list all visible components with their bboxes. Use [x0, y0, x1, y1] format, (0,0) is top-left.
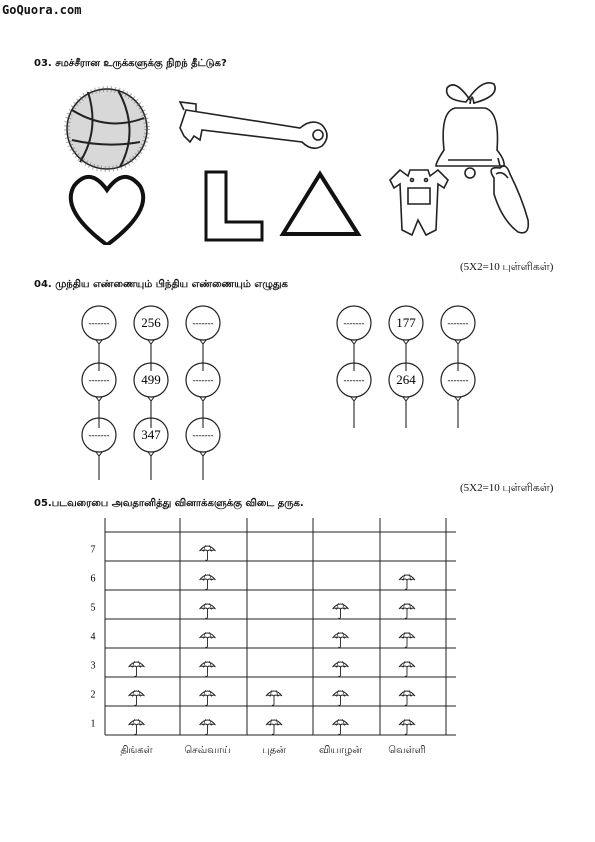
q3-images [0, 70, 595, 245]
balloon-blank: ------- [88, 375, 110, 385]
umbrella-icon [266, 719, 282, 734]
balloon-blank: ------- [447, 375, 469, 385]
balloon [134, 306, 168, 371]
balloon-blank: ------- [447, 318, 469, 328]
umbrella-icon [200, 574, 216, 589]
umbrella-icon [399, 690, 415, 705]
x-tick-label: திங்கள் [120, 745, 153, 756]
y-tick-label: 4 [90, 631, 96, 643]
balloon-blank: ------- [192, 430, 214, 440]
y-tick-label: 5 [90, 602, 96, 614]
q5-title: 05.படவரைபை அவதானித்து வினாக்களுக்கு விடை தருக. [34, 498, 304, 509]
dungarees-icon [390, 170, 448, 235]
balloon [441, 363, 475, 428]
eggplant-icon [491, 158, 528, 233]
bell-icon [436, 83, 504, 178]
umbrella-icon [200, 603, 216, 618]
balloon-blank: ------- [343, 318, 365, 328]
key-icon [180, 102, 327, 148]
site-watermark: GoQuora.com [2, 3, 82, 17]
balloon [134, 418, 168, 480]
balloon-number: 256 [141, 315, 161, 330]
umbrella-icon [200, 545, 216, 560]
umbrella-icon [200, 632, 216, 647]
letter-l-icon [206, 172, 262, 240]
umbrella-icon [399, 574, 415, 589]
umbrella-icon [333, 632, 349, 647]
umbrella-icon [333, 690, 349, 705]
balloon-number: 264 [396, 372, 416, 387]
umbrella-icon [200, 719, 216, 734]
balloon-blank: ------- [192, 318, 214, 328]
balloon [389, 363, 423, 428]
umbrella-icon [399, 719, 415, 734]
y-tick-label: 6 [90, 573, 96, 585]
y-tick-label: 7 [90, 544, 96, 556]
umbrella-icon [129, 719, 145, 734]
umbrella-icon [333, 719, 349, 734]
balloon [441, 306, 475, 371]
q4-marks: (5X2=10 புள்ளிகள்) [460, 482, 554, 494]
x-tick-label: செவ்வாய் [184, 745, 231, 756]
q4-title: 04. முந்திய எண்ணையும் பிந்திய எண்ணையும் எழுதுக [34, 279, 288, 290]
balloon [82, 306, 116, 371]
x-tick-label: வெள்ளி [388, 745, 426, 756]
balloon [337, 363, 371, 428]
q3-marks: (5X2=10 புள்ளிகள்) [460, 261, 554, 273]
balloon [389, 306, 423, 371]
umbrella-icon [399, 603, 415, 618]
balloon-number: 177 [396, 315, 416, 330]
x-tick-label: புதன் [262, 745, 286, 756]
balloon-number: 499 [141, 372, 161, 387]
pictograph-chart [0, 512, 595, 737]
balloon [186, 306, 220, 371]
q4-balloons [0, 295, 595, 480]
y-tick-label: 1 [90, 718, 96, 730]
balloon-blank: ------- [343, 375, 365, 385]
right-balloon-grid [337, 306, 475, 428]
balloon-number: 347 [141, 427, 161, 442]
umbrella-icon [333, 661, 349, 676]
umbrella-icon [266, 690, 282, 705]
q3-title: 03. சமச்சீரான உருக்களுக்கு நிறந் தீட்டுக? [34, 58, 227, 69]
y-tick-label: 3 [90, 660, 96, 672]
heart-icon [71, 177, 143, 245]
umbrella-icon [200, 661, 216, 676]
triangle-icon [283, 174, 358, 234]
basketball-icon [67, 89, 147, 169]
umbrella-icon [129, 661, 145, 676]
umbrella-icon [399, 661, 415, 676]
umbrella-icon [333, 603, 349, 618]
balloon-blank: ------- [88, 430, 110, 440]
umbrella-icon [200, 690, 216, 705]
left-balloon-grid [82, 306, 220, 480]
y-axis-ticks [91, 545, 96, 730]
balloon [337, 306, 371, 371]
chart-grid [105, 518, 456, 735]
balloon-blank: ------- [192, 375, 214, 385]
x-tick-label: வியாழன் [319, 745, 362, 756]
umbrella-icon [129, 690, 145, 705]
y-tick-label: 2 [90, 689, 96, 701]
umbrella-icon [399, 632, 415, 647]
balloon-blank: ------- [88, 318, 110, 328]
